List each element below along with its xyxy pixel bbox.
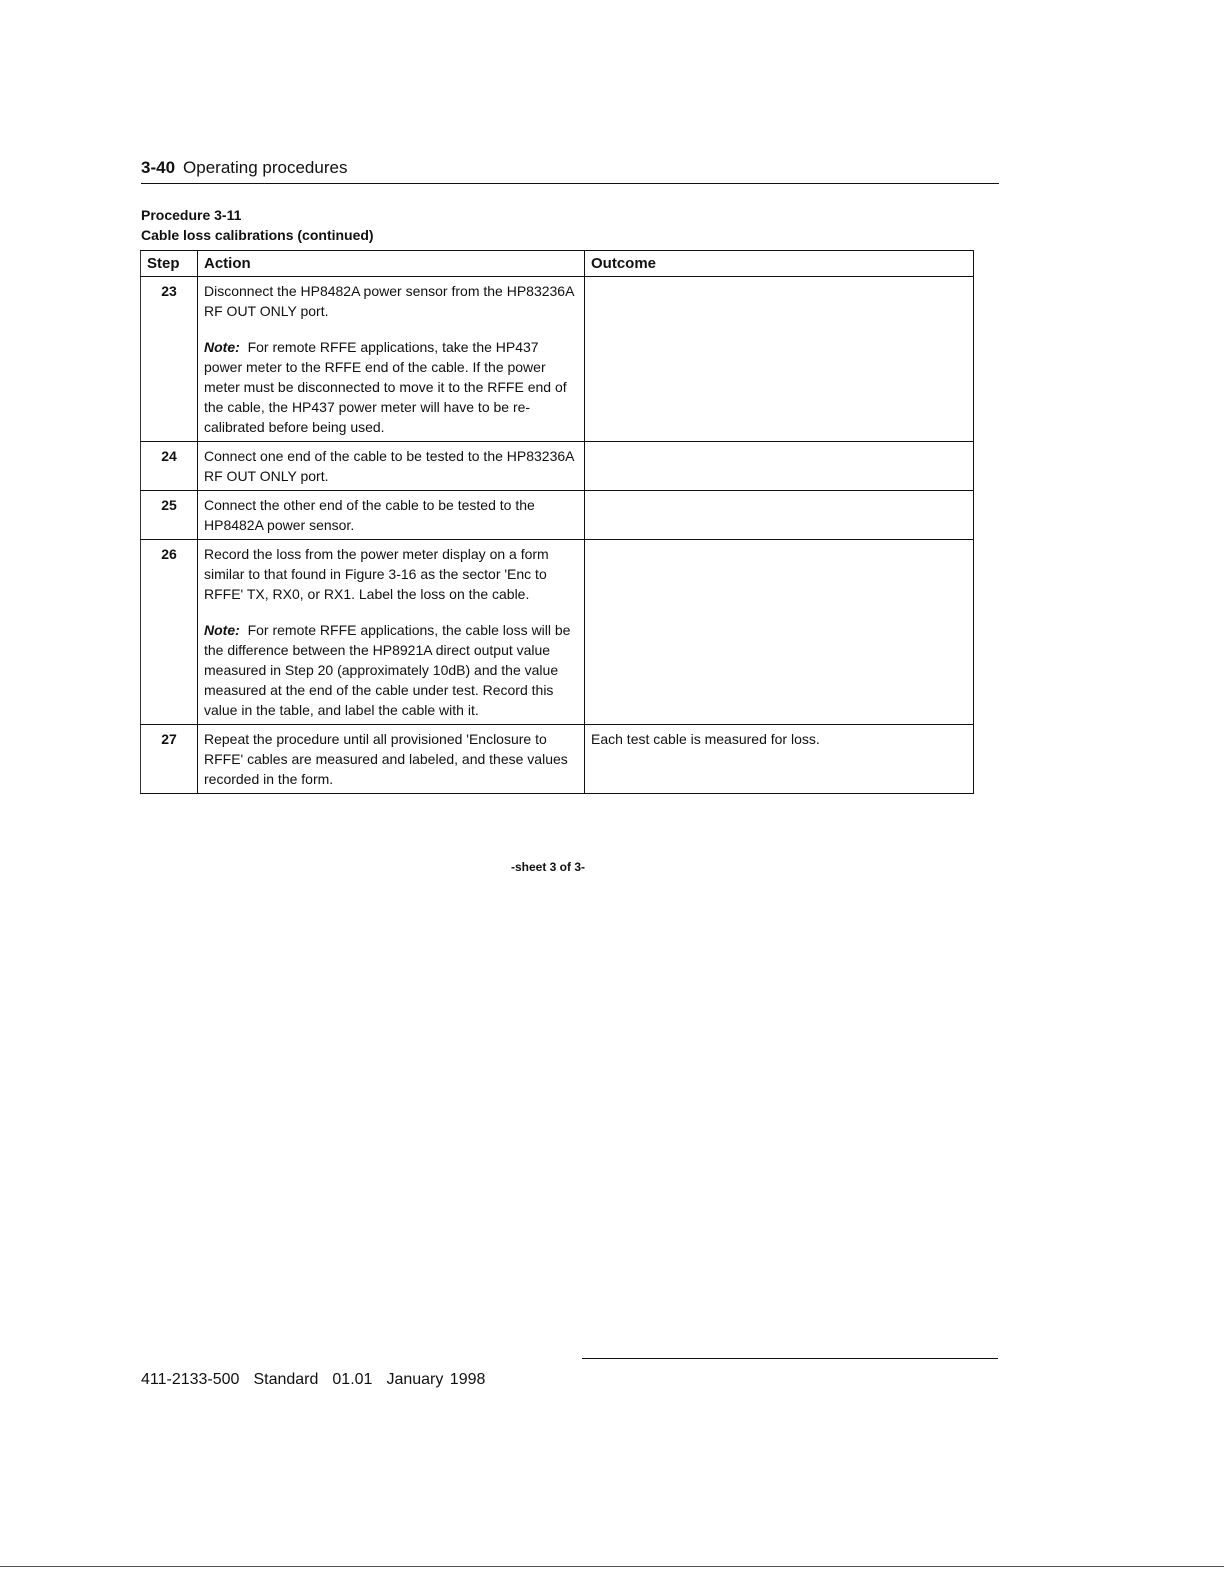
table-row: [141, 725, 974, 794]
table-row: [141, 277, 974, 442]
sheet-marker: -sheet 3 of 3-: [511, 860, 586, 874]
action-note: [204, 337, 578, 437]
column-header-action: Action: [198, 251, 585, 277]
step-outcome: [585, 491, 974, 540]
step-number: 25: [141, 491, 198, 540]
step-action: [198, 277, 585, 442]
table-row: [141, 540, 974, 725]
column-header-step: Step: [141, 251, 198, 277]
action-text: Repeat the procedure until all provisioned 'Enclosure to RFFE' cables are measured and labeled, and these values recorded in the form.: [204, 731, 568, 787]
doc-status: Standard: [253, 1371, 319, 1388]
table-header-row: [141, 251, 974, 277]
step-number: 24: [141, 442, 198, 491]
note-label: Note:: [204, 339, 240, 355]
scan-edge-line: [0, 1566, 1224, 1567]
column-header-outcome: Outcome: [585, 251, 974, 277]
action-text: Record the loss from the power meter display on a form similar to that found in Figure 3-16 as the sector 'Enc to RFFE' TX, RX0, or RX1. Label the loss on the cable.: [204, 546, 549, 602]
footer-rule: [582, 1358, 998, 1359]
doc-number: 411-2133-500: [141, 1371, 240, 1388]
doc-version: 01.01: [332, 1371, 373, 1388]
procedure-label: Procedure 3-11: [141, 207, 242, 223]
table-row: [141, 491, 974, 540]
step-outcome: [585, 540, 974, 725]
action-text: Disconnect the HP8482A power sensor from the HP83236A RF OUT ONLY port.: [204, 283, 574, 319]
action-text: Connect the other end of the cable to be tested to the HP8482A power sensor.: [204, 497, 535, 533]
step-number: 27: [141, 725, 198, 794]
step-outcome: Each test cable is measured for loss.: [585, 725, 974, 794]
page-footer: [141, 1371, 499, 1389]
doc-date: January 1998: [386, 1371, 486, 1388]
step-number: 26: [141, 540, 198, 725]
action-text: Connect one end of the cable to be tested to the HP83236A RF OUT ONLY port.: [204, 448, 574, 484]
action-note: [204, 620, 578, 720]
procedure-heading: [141, 205, 374, 245]
step-outcome: [585, 442, 974, 491]
procedure-table: [140, 250, 974, 794]
step-outcome: [585, 277, 974, 442]
step-action: [198, 491, 585, 540]
note-label: Note:: [204, 622, 240, 638]
step-action: [198, 540, 585, 725]
note-text: For remote RFFE applications, take the HP437 power meter to the RFFE end of the cable. If the power meter must be disconnected to move it to the RFFE end of the cable, the HP437 power meter will have to be re-calibrated before being used.: [204, 339, 567, 435]
page-number: 3-40: [141, 158, 176, 177]
page-header: [141, 158, 347, 178]
note-text: For remote RFFE applications, the cable loss will be the difference between the HP8921A direct output value measured in Step 20 (approximately 10dB) and the value measured at the end of the cable under test. Record this value in the table, and label the cable with it.: [204, 622, 571, 718]
step-action: [198, 725, 585, 794]
header-rule: [141, 183, 999, 184]
table-row: [141, 442, 974, 491]
step-action: [198, 442, 585, 491]
step-number: 23: [141, 277, 198, 442]
procedure-title: Cable loss calibrations (continued): [141, 227, 374, 243]
section-title: Operating procedures: [183, 158, 348, 177]
